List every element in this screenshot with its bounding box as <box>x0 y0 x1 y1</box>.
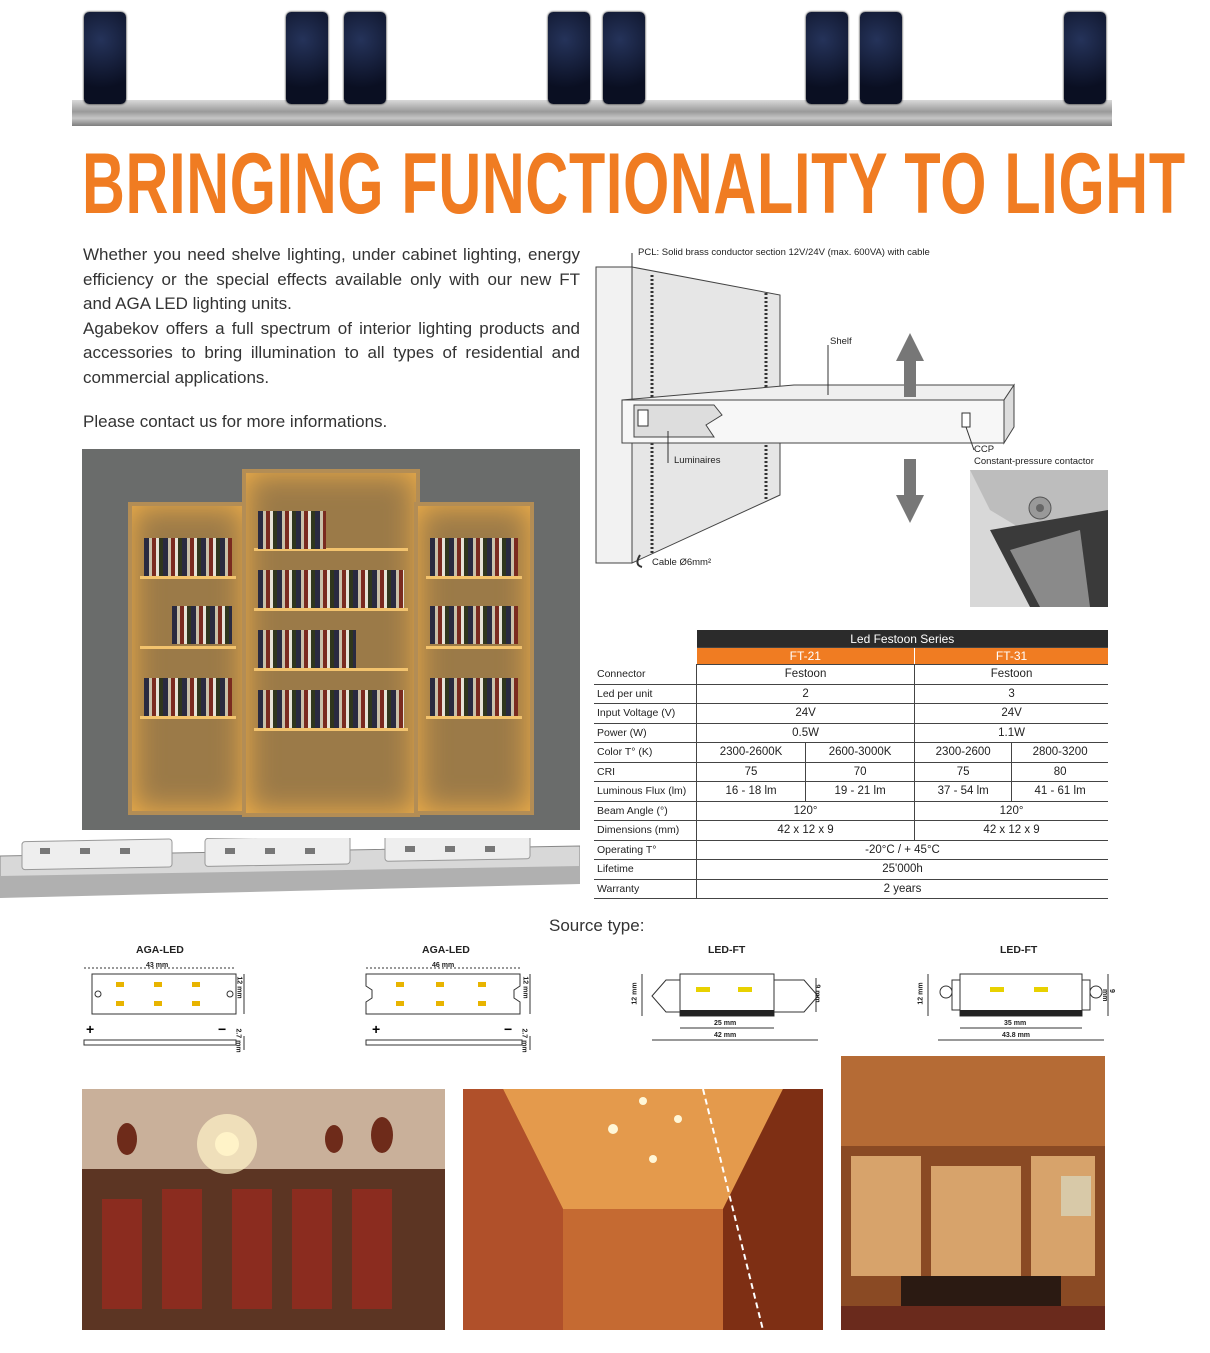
svg-text:−: − <box>218 1021 227 1037</box>
spotlight-icon <box>344 12 386 104</box>
table-row: Input Voltage (V) 24V 24V <box>594 704 1108 724</box>
spotlight-icon <box>603 12 645 104</box>
table-row: Beam Angle (°) 120° 120° <box>594 801 1108 821</box>
library-study-photo <box>841 1056 1105 1330</box>
table-row: Connector Festoon Festoon <box>594 665 1108 685</box>
intro-paragraph-1: Whether you need shelve lighting, under cabinet lighting, energy efficiency or the special effects available only with our new FT and AGA LED lighting units. <box>83 245 580 313</box>
contact-note: Please contact us for more informations. <box>83 412 388 431</box>
svg-text:+: + <box>86 1021 95 1037</box>
intro-text <box>83 243 580 390</box>
track-rail-image <box>72 100 1112 126</box>
ccp-description: Constant-pressure contactor <box>974 456 1094 467</box>
spotlight-icon <box>1064 12 1106 104</box>
spotlight-icon <box>286 12 328 104</box>
source-led-ft-42: LED-FT 12 mm 9 mm 25 mm 42 mm <box>631 944 821 1039</box>
library-chandelier-photo <box>82 1089 445 1330</box>
bookcase-photo <box>82 449 580 830</box>
table-row: Lifetime 25'000h <box>594 860 1108 880</box>
source-aga-led-43: AGA-LED 43 mm + − 12 mm 2.7 mm <box>86 944 243 1053</box>
table-row: Luminous Flux (lm) 16 - 18 lm 19 - 21 lm 37 - 54 lm 41 - 61 lm <box>594 782 1108 802</box>
table-row: Power (W) 0.5W 1.1W <box>594 723 1108 743</box>
source-led-ft-43-8: LED-FT 12 mm 9 mm 35 mm 43.8 mm <box>917 944 1115 1039</box>
contactor-photo <box>970 470 1108 607</box>
source-type-heading: Source type: <box>549 916 645 935</box>
shelf-label: Shelf <box>830 336 852 347</box>
spotlight-icon <box>860 12 902 104</box>
table-row: Led per unit 2 3 <box>594 684 1108 704</box>
spotlight-icon <box>548 12 590 104</box>
led-strip-image <box>0 838 580 900</box>
intro-paragraph-2: Agabekov offers a full spectrum of interior lighting products and accessories to bring illumination to all types of residential and commercial applications. <box>83 318 580 387</box>
svg-text:+: + <box>372 1021 381 1037</box>
svg-text:−: − <box>504 1021 513 1037</box>
library-ceiling-photo <box>463 1089 823 1330</box>
table-row: Warranty 2 years <box>594 879 1108 899</box>
source-aga-led-46: AGA-LED 46 mm + − 12 mm 2.7 mm <box>364 944 539 1054</box>
luminaires-label: Luminaires <box>674 455 721 466</box>
spotlight-icon <box>806 12 848 104</box>
table-row: CRI 75 70 75 80 <box>594 762 1108 782</box>
ccp-label: CCP <box>974 444 995 455</box>
model-header: FT-21 <box>697 648 915 665</box>
table-row: Dimensions (mm) 42 x 12 x 9 42 x 12 x 9 <box>594 821 1108 841</box>
page-title: BRINGING FUNCTIONALITY TO LIGHT <box>82 136 1186 232</box>
spec-table <box>594 630 1108 899</box>
model-header: FT-31 <box>915 648 1108 665</box>
cable-label: Cable Ø6mm² <box>652 557 712 568</box>
table-series-title: Led Festoon Series <box>697 630 1109 648</box>
table-row: Operating T° -20°C / + 45°C <box>594 840 1108 860</box>
pcl-label: PCL: Solid brass conductor section 12V/24V (max. 600VA) with cable <box>638 247 930 258</box>
spotlight-icon <box>84 12 126 104</box>
table-row: Color T° (K) 2300-2600K 2600-3000K 2300-2600 2800-3200 <box>594 743 1108 763</box>
